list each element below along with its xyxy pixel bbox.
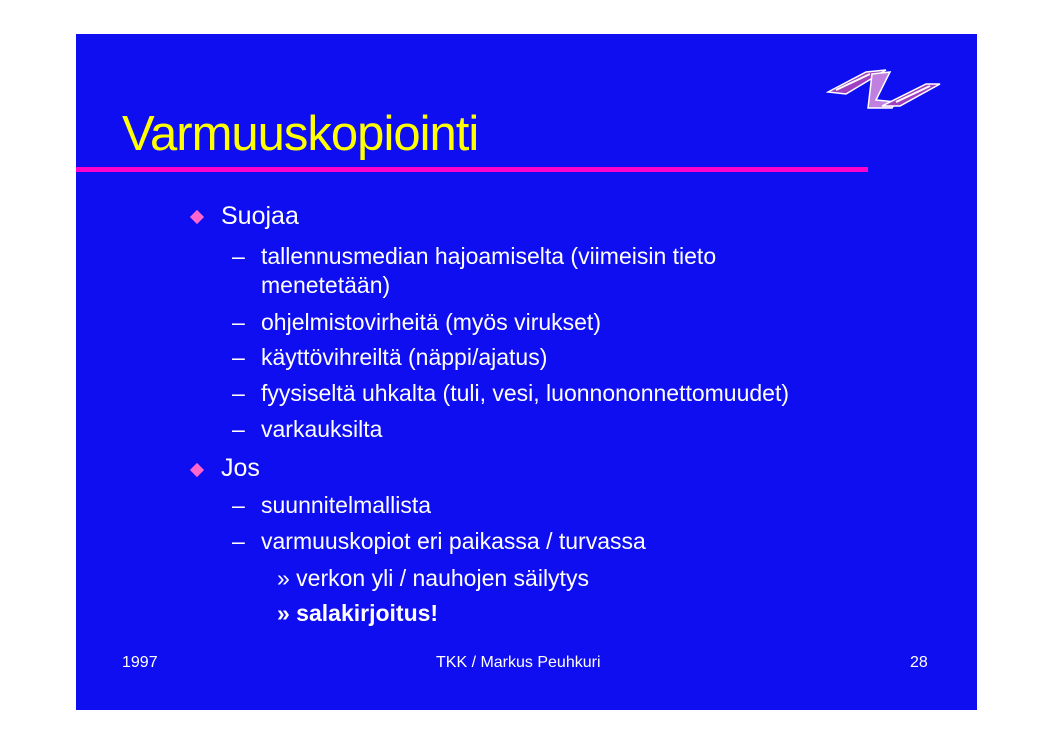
dash-icon: – [232, 344, 245, 370]
sub-item-1-line2: menetetään) [261, 272, 391, 298]
sub-item-6: suunnitelmallista [261, 492, 432, 518]
dash-icon: – [232, 416, 245, 442]
sub-item-5: varkauksilta [261, 416, 383, 442]
sub-item-1-line1: tallennusmedian hajoamiselta (viimeisin tieto [261, 243, 717, 269]
footer-year: 1997 [122, 654, 158, 671]
slide-title: Varmuuskopiointi [122, 107, 479, 161]
sub-item-2: ohjelmistovirheitä (myös virukset) [261, 309, 601, 335]
dash-icon: – [232, 528, 245, 554]
slide-content [76, 34, 977, 710]
bullet-suojaa: Suojaa [221, 202, 299, 230]
dash-icon: – [232, 380, 245, 406]
dash-icon: – [232, 243, 245, 269]
sub-sub-item-1: » verkon yli / nauhojen säilytys [277, 565, 589, 591]
sub-item-4: fyysiseltä uhkalta (tuli, vesi, luonnononnettomuudet) [261, 380, 790, 406]
sub-sub-item-2: » salakirjoitus! [277, 600, 439, 626]
footer-page-number: 28 [910, 654, 928, 671]
bullet-diamond-icon [190, 463, 204, 477]
bullet-diamond-icon [190, 210, 204, 224]
footer-author: TKK / Markus Peuhkuri [436, 654, 601, 671]
sub-item-3: käyttövihreiltä (näppi/ajatus) [261, 344, 548, 370]
sub-item-7: varmuuskopiot eri paikassa / turvassa [261, 528, 646, 554]
sub-item-1 [261, 242, 716, 300]
dash-icon: – [232, 309, 245, 335]
dash-icon: – [232, 492, 245, 518]
bullet-jos: Jos [221, 454, 260, 482]
slide [76, 34, 977, 710]
